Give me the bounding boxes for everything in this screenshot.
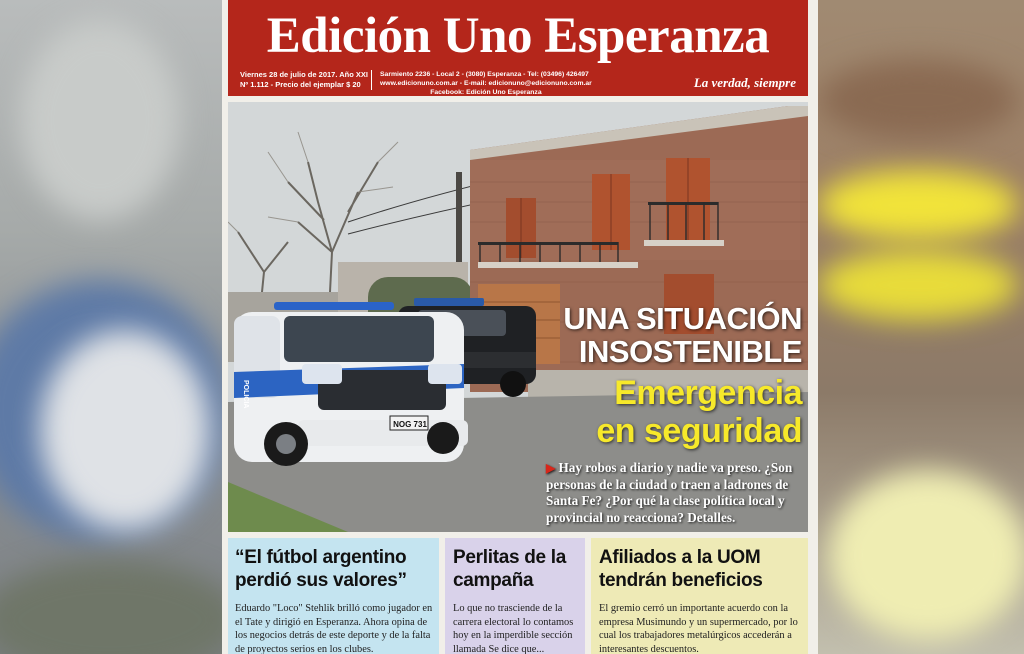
facebook-line: Facebook: Edición Uno Esperanza [430, 89, 542, 96]
story-headline: Afiliados a la UOM tendrán beneficios [599, 547, 763, 591]
newspaper-front-page [222, 0, 818, 654]
story-headline: “El fútbol argentino perdió sus valores” [235, 547, 407, 591]
masthead [228, 0, 808, 96]
lead-kicker-line-2: INSOSTENIBLE [578, 334, 802, 369]
police-label: POLICIA [242, 380, 249, 409]
lead-headline-line-2: en seguridad [596, 412, 802, 450]
lede-text: Hay robos a diario y nadie va preso. ¿Son personas de la ciudad o traen a ladrones de Santa Fe? ¿Por qué la clase política local y provincial no reacciona? Detalles. [546, 460, 793, 525]
lead-kicker [563, 302, 802, 368]
edition-info [240, 70, 368, 90]
slogan: La verdad, siempre [693, 75, 796, 90]
contact-info [380, 70, 592, 97]
blurred-background-left [0, 0, 222, 654]
license-plate: NOG 731 [393, 420, 427, 429]
address-line: Sarmiento 2236 - Local 2 - (3080) Esperanza - Tel: (03496) 426497 [380, 71, 589, 78]
lead-kicker-line-1: UNA SITUACIÓN [563, 301, 802, 336]
play-arrow-icon: ▶ [546, 461, 556, 475]
story-summary: Eduardo "Loco" Stehlik brilló como jugador en el Tate y dirigió en Esperanza. Ahora opina de los negocios detrás de este deporte y de la falta de proyectos serios en los clubes. [235, 603, 433, 654]
lead-headline [596, 374, 802, 450]
story-summary: El gremio cerró un importante acuerdo con la empresa Musimundo y un supermercado, por lo cual los trabajadores metalúrgicos accederán a interesantes descuentos. [599, 603, 798, 654]
web-line: www.edicionuno.com.ar - E-mail: edicionuno@edicionuno.com.ar [380, 80, 592, 87]
story-box-football[interactable] [228, 538, 439, 654]
story-summary: Lo que no trasciende de la carrera electoral lo contamos hoy en la imperdible sección llamada Se dice que... [453, 603, 574, 654]
story-box-campaign[interactable] [445, 538, 585, 654]
newspaper-title: Edición Uno Esperanza [266, 8, 770, 64]
lead-lede [546, 460, 802, 526]
blurred-background-right [818, 0, 1024, 654]
masthead-divider [371, 70, 372, 90]
lead-headline-line-1: Emergencia [614, 374, 802, 412]
issue-line: Nº 1.112 - Precio del ejemplar $ 20 [240, 80, 361, 89]
story-box-uom[interactable] [591, 538, 808, 654]
date-line: Viernes 28 de julio de 2017. Año XXI [240, 70, 368, 79]
story-headline: Perlitas de la campaña [453, 547, 567, 591]
